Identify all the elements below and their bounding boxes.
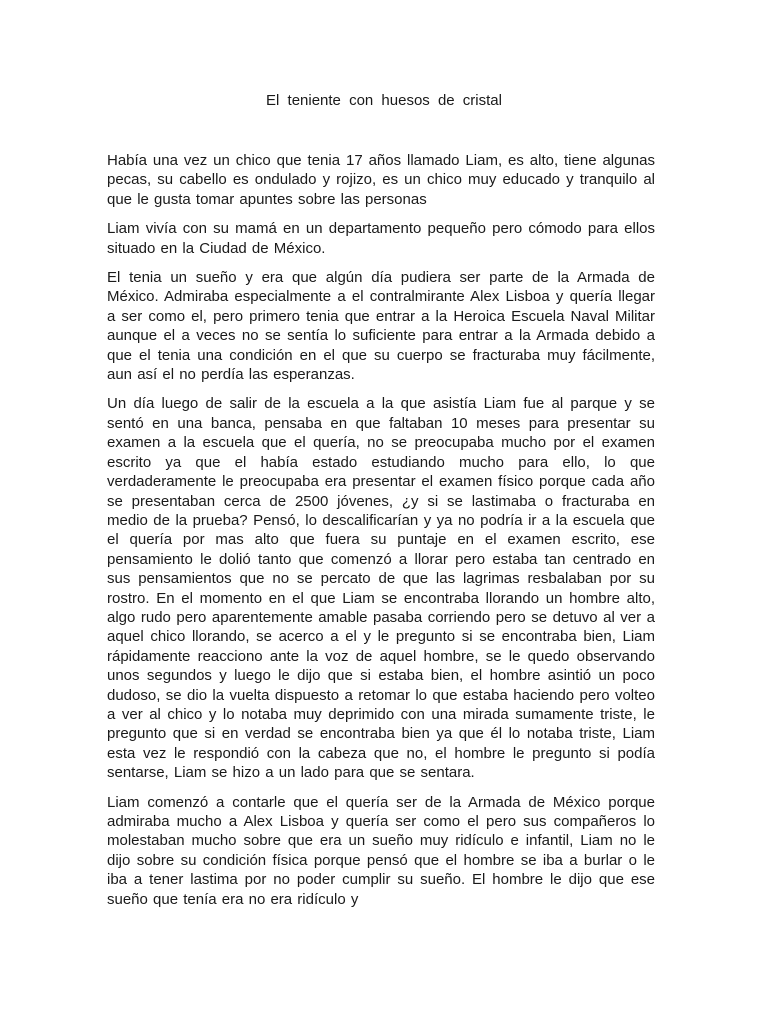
paragraph-5: Liam comenzó a contarle que el quería ser de la Armada de México porque admiraba mucho a Alex Lisboa y quería ser como el pero sus compañeros lo molestaban mucho sobre que era un sueño muy ridículo e infantil, Liam no le dijo sobre su condición física porque pensó que el hombre se iba a burlar o le iba a tener lastima por no poder cumplir su sueño. El hombre le dijo que ese sueño que tenía era no era ridículo y bbox=[107, 793, 655, 908]
paragraph-2: Liam vivía con su mamá en un departamento pequeño pero cómodo para ellos situado en la Ciudad de México. bbox=[107, 220, 655, 257]
document-body bbox=[107, 151, 655, 919]
paragraph-1: Había una vez un chico que tenia 17 años llamado Liam, es alto, tiene algunas pecas, su cabello es ondulado y rojizo, es un chico muy educado y tranquilo al que le gusta tomar apuntes sobre las personas bbox=[107, 152, 655, 208]
paragraph-4: Un día luego de salir de la escuela a la que asistía Liam fue al parque y se sentó en una banca, pensaba en que faltaban 10 meses para presentar su examen a la escuela que el quería, no se preocupaba mucho por el examen escrito ya que el había estado estudiando mucho para ello, lo que verdaderamente le preocupaba era presentar el examen físico porque cada año se presentaban cerca de 2500 jóvenes, ¿y si se lastimaba o fracturaba en medio de la prueba? Pensó, lo descalificarían y ya no podría ir a la escuela que el quería por mas alto que fuera su puntaje en el examen escrito, ese pensamiento le dolió tanto que comenzó a llorar pero estaba tan centrado en sus pensamientos que no se percato de que las lagrimas resbalaban por su rostro. En el momento en el que Liam se encontraba llorando un hombre alto, algo rudo pero aparentemente amable pasaba corriendo pero se detuvo al ver a aquel chico llorando, se acerco a el y le pregunto si se encontraba bien, Liam rápidamente reacciono ante la voz de aquel hombre, se le quedo observando unos segundos y luego le dijo que si estaba bien, el hombre asintió un poco dudoso, se dio la vuelta dispuesto a retomar lo que estaba haciendo pero volteo a ver al chico y lo notaba muy deprimido con una mirada sumamente triste, le pregunto que si en verdad se encontraba bien ya que él lo notaba triste, Liam esta vez le respondió con la cabeza que no, el hombre le pregunto si podía sentarse, Liam se hizo a un lado para que se sentara. bbox=[107, 395, 655, 782]
paragraph-3: El tenia un sueño y era que algún día pudiera ser parte de la Armada de México. Admiraba especialmente a el contralmirante Alex Lisboa y quería llegar a ser como el, pero primero tenia que entrar a la Heroica Escuela Naval Militar aunque el a veces no se sentía lo suficiente para entrar a la Armada debido a que el tenia una condición en el que su cuerpo se fracturaba muy fácilmente, aun así el no perdía las esperanzas. bbox=[107, 269, 655, 384]
document-title: El teniente con huesos de cristal bbox=[266, 92, 502, 109]
